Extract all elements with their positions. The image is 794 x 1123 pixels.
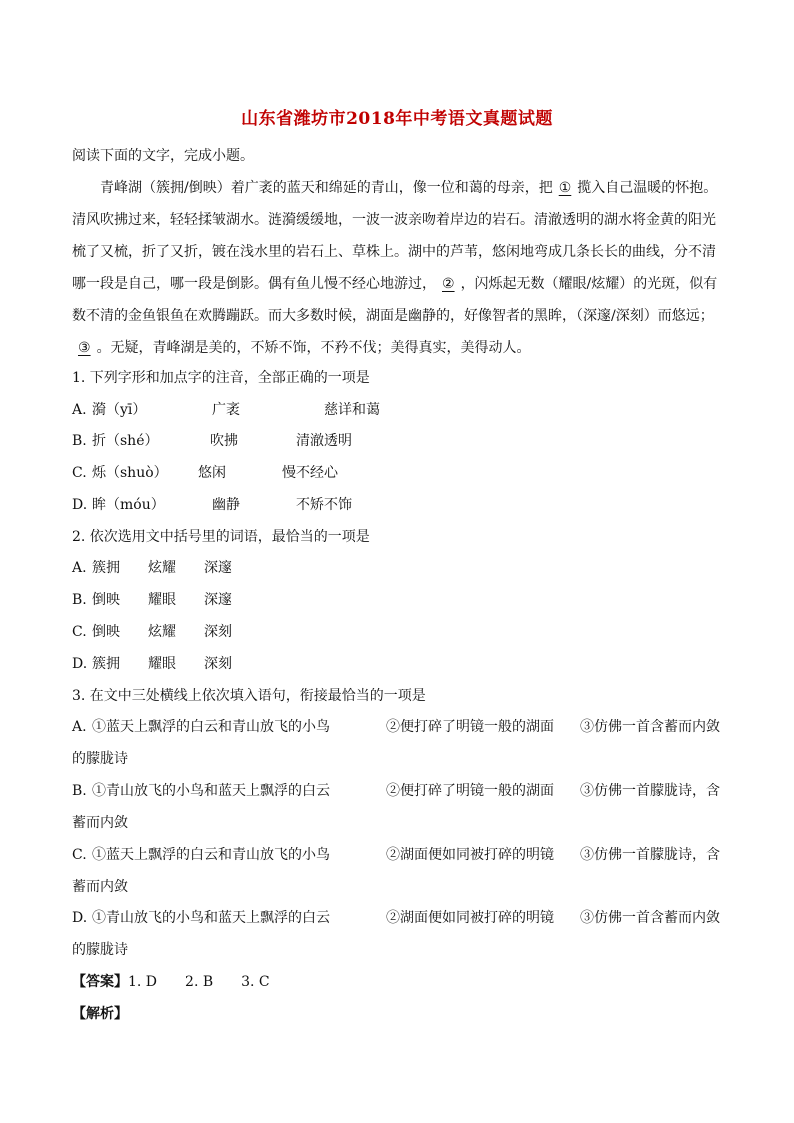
- option-col-1: 簇拥: [92, 656, 120, 672]
- option-col-3: 深邃: [204, 560, 232, 576]
- q3-option-d: [72, 908, 720, 928]
- q1-option-d: [72, 495, 352, 515]
- q2-option-d: [72, 654, 232, 674]
- option-label: A.: [72, 402, 87, 418]
- passage-part-2: 揽入自己温暖的怀抱。清风吹拂过来，轻轻揉皱湖水。涟漪缓缓地，一波一波亲吻着岸边的岩石。清澈透明的湖水将金黄的阳光梳了又梳，折了又折，镀在浅水里的岩石上、草株上。湖中的芦苇，悠闲地弯成几条长长的曲线，分不清哪一段是自己，哪一段是倒影。偶有鱼儿慢不经心地游过，: [72, 180, 718, 292]
- reading-instruction: 阅读下面的文字，完成小题。: [72, 148, 254, 164]
- option-label: B.: [72, 433, 87, 449]
- passage-part-1: 青峰湖（簇拥/倒映）着广袤的蓝天和绵延的青山，像一位和蔼的母亲，把: [100, 180, 553, 196]
- q2-option-a: [72, 558, 232, 578]
- option-col-2: ②便打碎了明镜一般的湖面: [386, 719, 554, 735]
- option-col-2: 炫耀: [148, 624, 176, 640]
- option-col-1: 倒映: [92, 624, 120, 640]
- q1-option-b: [72, 431, 352, 451]
- option-col-3: 清澈透明: [296, 433, 352, 449]
- option-col-2: ②便打碎了明镜一般的湖面: [386, 783, 554, 799]
- answer-text: 1. D 2. B 3. C: [128, 974, 270, 990]
- option-col-2: 耀眼: [148, 592, 176, 608]
- option-col-3: 慈详和蔼: [324, 402, 380, 418]
- option-col-1: ①青山放飞的小鸟和蓝天上飘浮的白云: [92, 910, 330, 926]
- option-label: C.: [72, 847, 87, 863]
- option-col-2: ②湖面便如同被打碎的明镜: [386, 910, 554, 926]
- reading-passage: [72, 172, 724, 364]
- option-label: B.: [72, 783, 87, 799]
- q3-option-c: [72, 845, 720, 865]
- q2-option-c: [72, 622, 232, 642]
- option-label: D.: [72, 656, 88, 672]
- question-1-stem: 1. 下列字形和加点字的注音，全部正确的一项是: [72, 370, 370, 386]
- passage-blank-1: ①: [558, 180, 572, 196]
- option-col-3: ③仿佛一首含蓄而内敛: [580, 719, 720, 735]
- option-col-1: 倒映: [92, 592, 120, 608]
- option-col-2: 悠闲: [198, 465, 226, 481]
- passage-blank-3: ③: [78, 340, 91, 356]
- answer-label: 【答案】: [72, 974, 128, 990]
- option-col-1: ①青山放飞的小鸟和蓝天上飘浮的白云: [92, 783, 330, 799]
- option-col-1: 漪（yī）: [92, 402, 147, 418]
- option-label: A.: [72, 719, 87, 735]
- answer-line: [72, 972, 270, 992]
- q3-option-c-continuation: 蓄而内敛: [72, 879, 128, 895]
- q3-option-b: [72, 781, 720, 801]
- option-col-3: ③仿佛一首含蓄而内敛: [580, 910, 720, 926]
- option-label: D.: [72, 910, 88, 926]
- passage-part-4: 。无疑，青峰湖是美的，不矫不饰，不矜不伐；美得真实，美得动人。: [96, 340, 531, 356]
- option-col-3: ③仿佛一首朦胧诗，含: [580, 847, 720, 863]
- analysis-label: 【解析】: [72, 1006, 128, 1022]
- option-col-1: ①蓝天上飘浮的白云和青山放飞的小鸟: [92, 719, 330, 735]
- option-label: B.: [72, 592, 87, 608]
- q3-option-a-continuation: 的朦胧诗: [72, 751, 128, 767]
- question-3-stem: 3. 在文中三处横线上依次填入语句，衔接最恰当的一项是: [72, 688, 426, 704]
- option-label: C.: [72, 465, 87, 481]
- option-col-2: 耀眼: [148, 656, 176, 672]
- option-col-1: 烁（shuò）: [92, 465, 168, 481]
- option-col-2: ②湖面便如同被打碎的明镜: [386, 847, 554, 863]
- q1-option-c: [72, 463, 338, 483]
- option-label: C.: [72, 624, 87, 640]
- passage-part-3: ，闪烁起无数（耀眼/炫耀）的光斑，似有数不清的金鱼银鱼在欢腾蹦跃。而大多数时候，湖面是幽静的，好像智者的黑眸，（深邃/深刻）而悠远；: [72, 276, 718, 324]
- document-title: 山东省潍坊市2018年中考语文真题试题: [241, 109, 553, 129]
- question-2-stem: 2. 依次选用文中括号里的词语，最恰当的一项是: [72, 529, 370, 545]
- option-col-2: 幽静: [212, 497, 240, 513]
- option-col-1: ①蓝天上飘浮的白云和青山放飞的小鸟: [92, 847, 330, 863]
- q3-option-b-continuation: 蓄而内敛: [72, 815, 128, 831]
- option-col-2: 吹拂: [210, 433, 238, 449]
- q3-option-a: [72, 717, 720, 737]
- option-label: D.: [72, 497, 88, 513]
- option-col-1: 簇拥: [92, 560, 120, 576]
- q1-option-a: [72, 400, 380, 420]
- option-label: A.: [72, 560, 87, 576]
- option-col-2: 广袤: [212, 402, 240, 418]
- q3-option-d-continuation: 的朦胧诗: [72, 942, 128, 958]
- option-col-3: 深邃: [204, 592, 232, 608]
- option-col-1: 眸（móu）: [92, 497, 165, 513]
- analysis-line: [72, 1004, 128, 1024]
- option-col-3: 不矫不饰: [296, 497, 352, 513]
- option-col-1: 折（shé）: [92, 433, 159, 449]
- option-col-3: ③仿佛一首朦胧诗，含: [580, 783, 720, 799]
- q2-option-b: [72, 590, 232, 610]
- passage-blank-2: ②: [442, 276, 455, 292]
- option-col-3: 慢不经心: [282, 465, 338, 481]
- option-col-2: 炫耀: [148, 560, 176, 576]
- option-col-3: 深刻: [204, 656, 232, 672]
- option-col-3: 深刻: [204, 624, 232, 640]
